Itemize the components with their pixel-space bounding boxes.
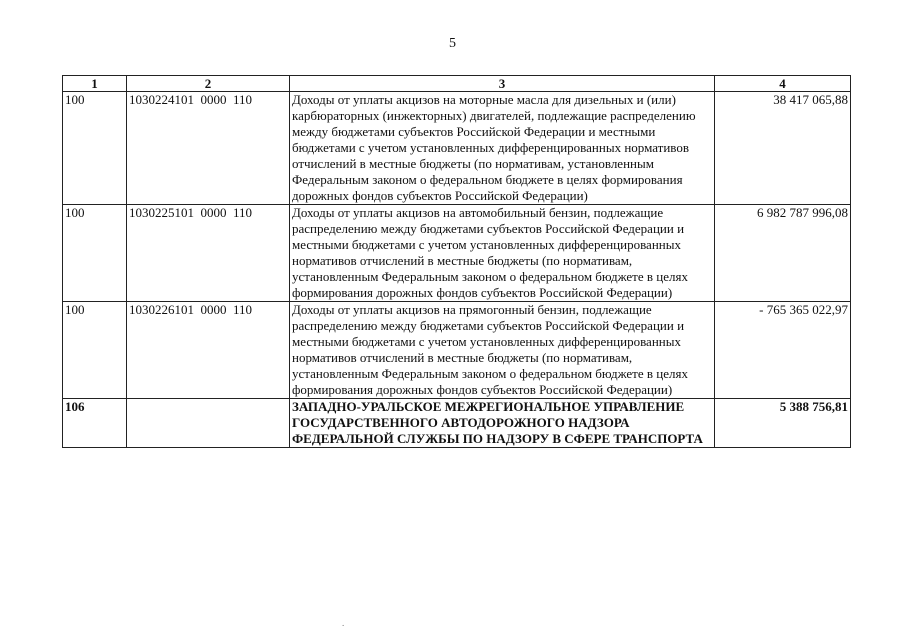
amount-cell: 5 388 756,81: [715, 399, 851, 448]
budget-code-cell: [127, 399, 290, 448]
table-row: [63, 92, 851, 205]
amount-cell: 6 982 787 996,08: [715, 205, 851, 302]
scan-speck: .: [342, 618, 345, 628]
table-header-row: [63, 76, 851, 92]
budget-code-cell: 1030225101 0000 110: [127, 205, 290, 302]
amount-cell: - 765 365 022,97: [715, 302, 851, 399]
amount-cell: 38 417 065,88: [715, 92, 851, 205]
description-cell: Доходы от уплаты акцизов на прямогонный бензин, подлежащие распределению между бюджетами субъектов Российской Федерации и местными бюджетами с учетом установленных дифференцированных нормативов отчислений в местные бюджеты (по нормативам, установленным Федеральным законом о федеральном бюджете в целях формирования дорожных фондов субъектов Российской Федерации): [290, 302, 715, 399]
description-cell: Доходы от уплаты акцизов на моторные масла для дизельных и (или) карбюраторных (инжекторных) двигателей, подлежащие распределению между бюджетами субъектов Российской Федерации и местными бюджетами с учетом установленных дифференцированных нормативов отчислений в местные бюджеты (по нормативам, установленным Федеральным законом о федеральном бюджете в целях формирования дорожных фондов субъектов Российской Федерации): [290, 92, 715, 205]
admin-code-cell: 100: [63, 302, 127, 399]
budget-code-cell: 1030224101 0000 110: [127, 92, 290, 205]
column-header-4: 4: [715, 76, 851, 92]
column-header-3: 3: [290, 76, 715, 92]
page-number: 5: [449, 36, 456, 51]
admin-code-cell: 100: [63, 92, 127, 205]
column-header-1: 1: [63, 76, 127, 92]
admin-code-cell: 100: [63, 205, 127, 302]
table-row: [63, 302, 851, 399]
table-row-administrator: [63, 399, 851, 448]
budget-code-cell: 1030226101 0000 110: [127, 302, 290, 399]
column-header-2: 2: [127, 76, 290, 92]
admin-code-cell: 106: [63, 399, 127, 448]
administrator-name-cell: ЗАПАДНО-УРАЛЬСКОЕ МЕЖРЕГИОНАЛЬНОЕ УПРАВЛЕНИЕ ГОСУДАРСТВЕННОГО АВТОДОРОЖНОГО НАДЗОРА ФЕДЕРАЛЬНОЙ СЛУЖБЫ ПО НАДЗОРУ В СФЕРЕ ТРАНСПОРТА: [290, 399, 715, 448]
revenue-table: [62, 75, 851, 448]
table-row: [63, 205, 851, 302]
description-cell: Доходы от уплаты акцизов на автомобильный бензин, подлежащие распределению между бюджетами субъектов Российской Федерации и местными бюджетами с учетом установленных дифференцированных нормативов отчислений в местные бюджеты (по нормативам, установленным Федеральным законом о федеральном бюджете в целях формирования дорожных фондов субъектов Российской Федерации): [290, 205, 715, 302]
